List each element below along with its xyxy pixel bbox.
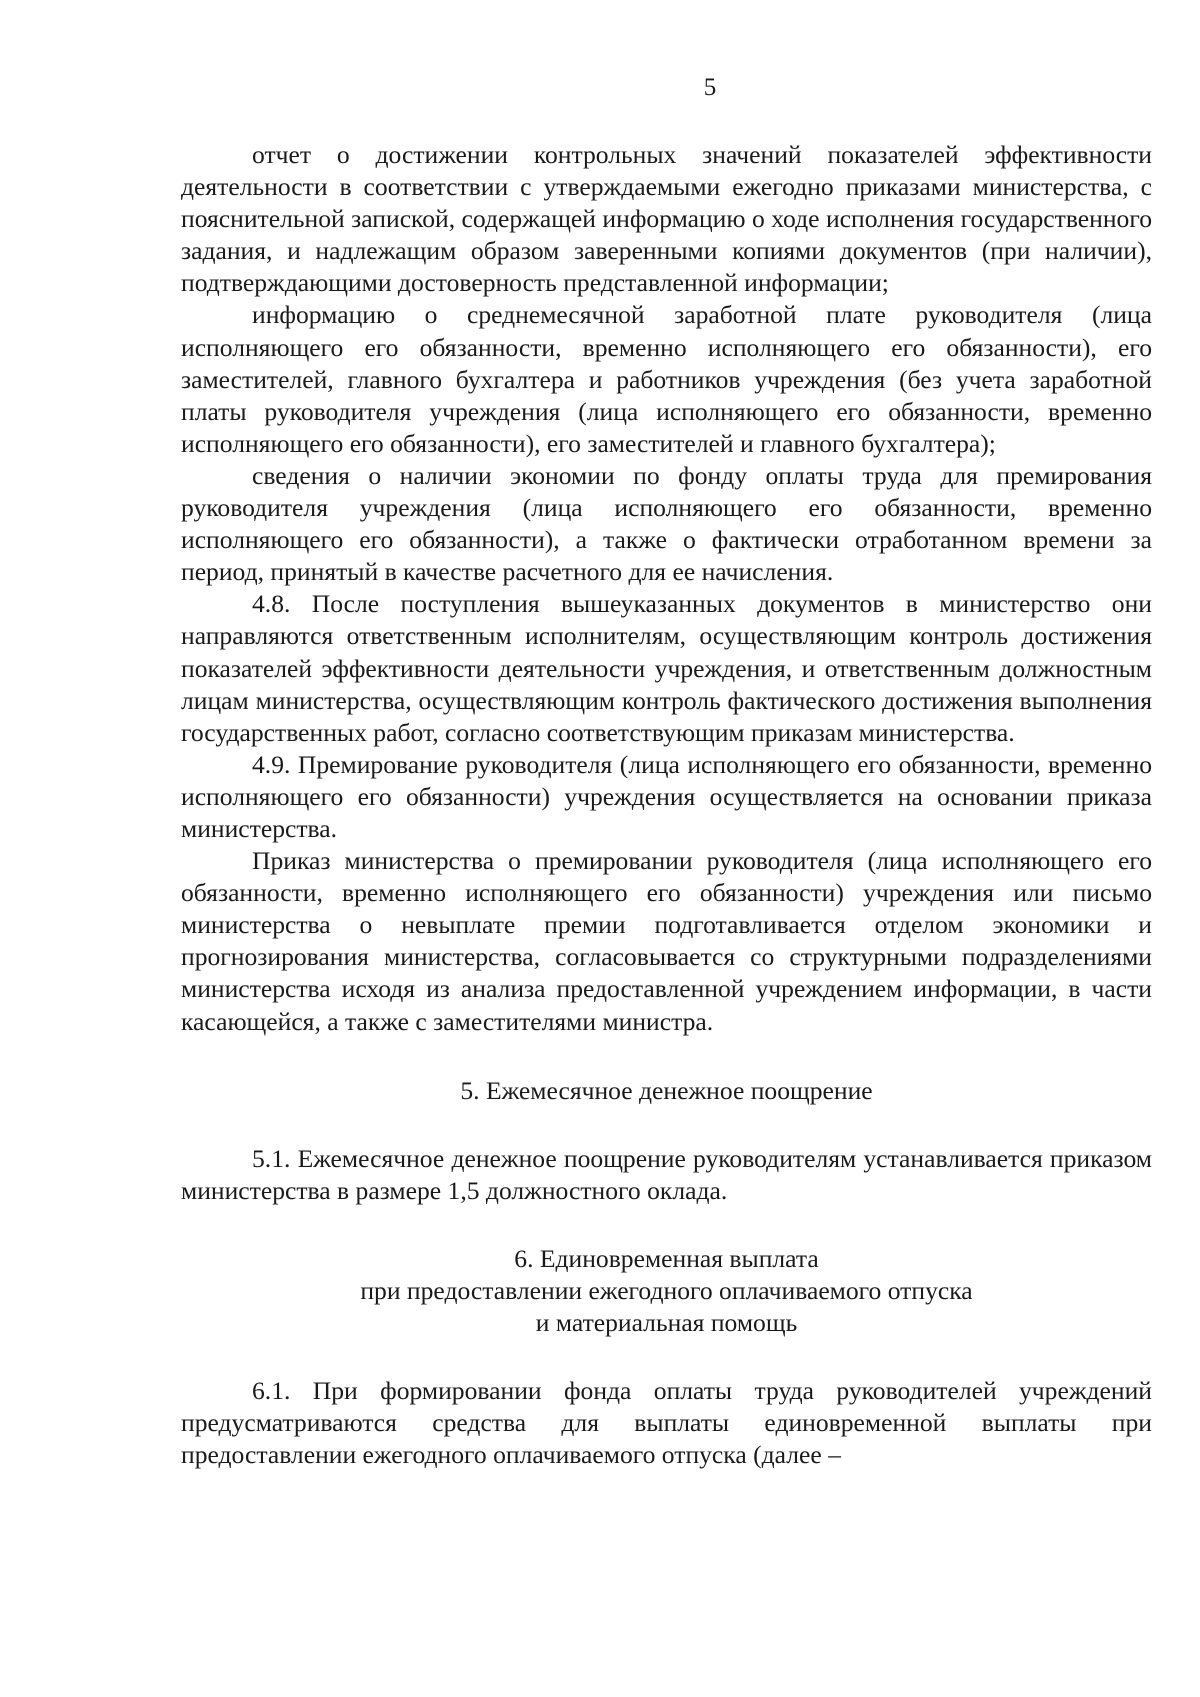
paragraph-savings-info: сведения о наличии экономии по фонду оплаты труда для премирования руководителя учреждения (лица исполняющего его обязанности, временно исполняющего его обязанности), а также о фактически отработанном времени за период, принятый в качестве расчетного для ее начисления. (181, 460, 1152, 587)
paragraph-salary-info: информацию о среднемесячной заработной плате руководителя (лица исполняющего его обязанности, временно исполняющего его обязанности), его заместителей, главного бухгалтера и работников учреждения (без учета заработной платы руководителя учреждения (лица исполняющего его обязанности, временно исполняющего его обязанности), его заместителей и главного бухгалтера); (181, 300, 1152, 458)
paragraph-5-1: 5.1. Ежемесячное денежное поощрение руководителям устанавливается приказом министерства в размере 1,5 должностного оклада. (181, 1143, 1152, 1205)
page-number: 5 (703, 74, 717, 101)
paragraph-4-9: 4.9. Премирование руководителя (лица исполняющего его обязанности, временно исполняющего его обязанности) учреждения осуществляется на основании приказа министерства. (181, 749, 1152, 843)
section-5-heading: 5. Ежемесячное денежное поощрение (460, 1075, 873, 1105)
section-6-heading-line-1: 6. Единовременная выплата (514, 1243, 819, 1273)
document-body (181, 139, 1152, 1471)
paragraph-6-1: 6.1. При формировании фонда оплаты труда руководителей учреждений предусматриваются средства для выплаты единовременной выплаты при предоставлении ежегодного оплачиваемого отпуска (далее – (181, 1376, 1152, 1470)
paragraph-order: Приказ министерства о премировании руководителя (лица исполняющего его обязанности, временно исполняющего его обязанности) учреждения или письмо министерства о невыплате премии подготавливается отделом экономики и прогнозирования министерства, согласовывается со структурными подразделениями министерства исходя из анализа предоставленной учреждением информации, в части касающейся, а также с заместителями министра. (181, 846, 1152, 1036)
paragraph-4-8: 4.8. После поступления вышеуказанных документов в министерство они направляются ответственным исполнителям, осуществляющим контроль достижения показателей эффективности деятельности учреждения, и ответственным должностным лицам министерства, осуществляющим контроль фактического достижения выполнения государственных работ, согласно соответствующим приказам министерства. (181, 589, 1152, 747)
section-6-heading-line-3: и материальная помощь (535, 1308, 798, 1338)
section-6-heading (181, 1243, 1152, 1339)
paragraph-report: отчет о достижении контрольных значений показателей эффективности деятельности в соответствии с утверждаемыми ежегодно приказами министерства, с пояснительной запиской, содержащей информацию о ходе исполнения государственного задания, и надлежащим образом заверенными копиями документов (при наличии), подтверждающими достоверность представленной информации; (181, 140, 1152, 298)
section-6-heading-line-2: при предоставлении ежегодного оплачиваемого отпуска (360, 1276, 973, 1305)
